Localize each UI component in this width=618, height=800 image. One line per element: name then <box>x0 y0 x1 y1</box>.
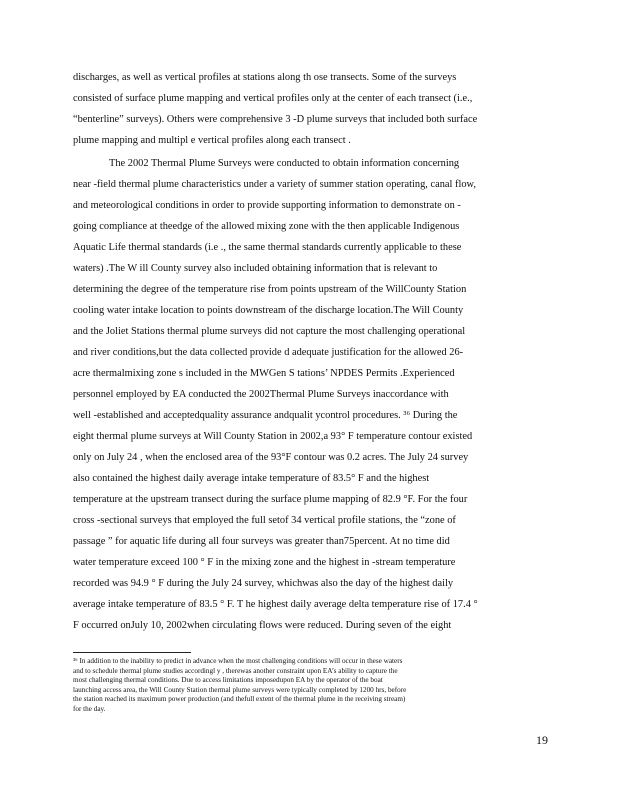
body-line: determining the degree of the temperature rise from points upstream of the WillCounty Station <box>73 284 467 295</box>
body-line: also contained the highest daily average intake temperature of 83.5° F and the highest <box>73 473 430 484</box>
body-line: only on July 24 , when the enclosed area of the 93°F contour was 0.2 acres. The July 24 survey <box>73 452 469 463</box>
footnote-line: launching access area, the Will County Station thermal plume surveys were typically completed by 1200 hrs, before <box>73 685 407 694</box>
body-line: well -established and acceptedquality assurance andqualit ycontrol procedures. ³⁶ During the <box>73 410 458 421</box>
body-line: F occurred onJuly 10, 2002when circulating flows were reduced. During seven of the eight <box>73 620 452 631</box>
body-line: average intake temperature of 83.5 ° F. T he highest daily average delta temperature rise of 17.4 ° <box>73 599 478 610</box>
footnote-line: for the day. <box>73 705 106 713</box>
paragraph-first-line: The 2002 Thermal Plume Surveys were conducted to obtain information concerning <box>109 158 460 169</box>
body-line: going compliance at theedge of the allowed mixing zone with the then applicable Indigenous <box>73 221 460 232</box>
body-line: “benterline” surveys). Others were comprehensive 3 -D plume surveys that included both surface <box>73 114 478 125</box>
body-line: temperature at the upstream transect during the surface plume mapping of 82.9 °F. For the four <box>73 494 468 505</box>
body-line: consisted of surface plume mapping and vertical profiles only at the center of each transect (i.e., <box>73 93 473 104</box>
body-line: personnel employed by EA conducted the 2002Thermal Plume Surveys inaccordance with <box>73 389 449 400</box>
footnote-divider <box>73 652 191 653</box>
body-line: cross -sectional surveys that employed the full setof 34 vertical profile stations, the “zone of <box>73 515 456 526</box>
footnote-line: the station reached its maximum power production (and thefull extent of the thermal plume in the receiving stream) <box>73 695 406 704</box>
body-line: and meteorological conditions in order to provide supporting information to demonstrate on - <box>73 200 461 211</box>
footnote-line: ³⁶ In addition to the inability to predict in advance when the most challenging conditions will occur in these waters <box>73 657 403 665</box>
body-line: passage ” for aquatic life during all four surveys was greater than75percent. At no time did <box>73 536 450 547</box>
body-line: waters) .The W ill County survey also included obtaining information that is relevant to <box>73 263 438 274</box>
body-line: water temperature exceed 100 ° F in the mixing zone and the highest in -stream temperature <box>73 557 456 568</box>
page-number: 19 <box>536 733 548 747</box>
body-line: and the Joliet Stations thermal plume surveys did not capture the most challenging operational <box>73 326 466 337</box>
body-line: cooling water intake location to points downstream of the discharge location.The Will County <box>73 305 464 316</box>
footnote-line: and to schedule thermal plume studies accordingl y , therewas another constraint upon EA’s ability to capture the <box>73 666 398 675</box>
body-line: eight thermal plume surveys at Will County Station in 2002,a 93° F temperature contour existed <box>73 431 473 442</box>
footnote-line: most challenging thermal conditions. Due to access limitations imposedupon EA by the operator of the boat <box>73 676 383 685</box>
body-line: recorded was 94.9 ° F during the July 24 survey, whichwas also the day of the highest daily <box>73 578 454 589</box>
body-line: and river conditions,but the data collected provide d adequate justification for the allowed 26- <box>73 347 464 358</box>
body-line: near -field thermal plume characteristics under a variety of summer station operating, canal flow, <box>73 179 476 190</box>
body-line: discharges, as well as vertical profiles at stations along th ose transects. Some of the surveys <box>73 72 457 83</box>
body-line: plume mapping and multipl e vertical profiles along each transect . <box>73 135 351 146</box>
body-line: Aquatic Life thermal standards (i.e ., the same thermal standards currently applicable to these <box>73 242 462 253</box>
body-line: acre thermalmixing zone s included in the MWGen S tations’ NPDES Permits .Experienced <box>73 368 455 379</box>
